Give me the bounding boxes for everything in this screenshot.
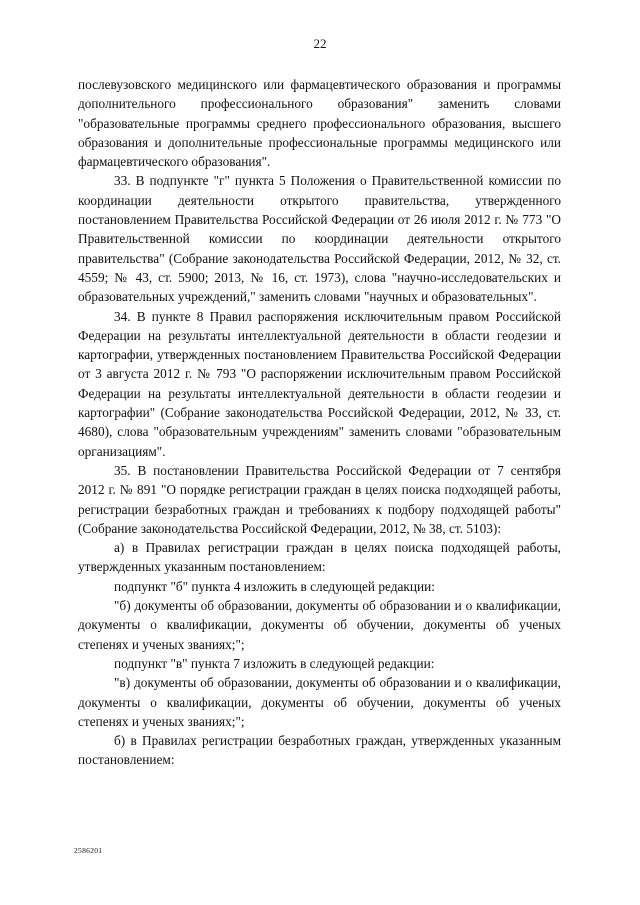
paragraph: 34. В пункте 8 Правил распоряжения исключительным правом Российской Федерации на результаты интеллектуальной деятельности в области геодезии и картографии, утвержденных постановлением Правительства Российской Федерации от 3 августа 2012 г. № 793 "О распоряжении исключительным правом Российской Федерации на результаты интеллектуальной деятельности в области геодезии и картографии" (Собрание законодательства Российской Федерации, 2012, № 33, ст. 4680), слова "образовательным учреждениям" заменить словами "образовательным организациям". <box>78 308 561 459</box>
paragraph: 35. В постановлении Правительства Российской Федерации от 7 сентября 2012 г. № 891 "О порядке регистрации граждан в целях поиска подходящей работы, регистрации безработных граждан и требованиях к подбору подходящей работы" (Собрание законодательства Российской Федерации, 2012, № 38, ст. 5103): <box>78 462 561 536</box>
paragraph: б) в Правилах регистрации безработных граждан, утвержденных указанным постановлением: <box>78 733 561 768</box>
document-body <box>78 75 561 770</box>
paragraph: 33. В подпункте "г" пункта 5 Положения о Правительственной комиссии по координации деятельности открытого правительства, утвержденного постановлением Правительства Российской Федерации от 26 июля 2012 г. № 773 "О Правительственной комиссии по координации деятельности открытого правительства" (Собрание законодательства Российской Федерации, 2012, № 32, ст. 4559; № 43, ст. 5900; 2013, № 16, ст. 1973), слова "научно-исследовательских и образовательных учреждений," заменить словами "научных и образовательных". <box>78 173 561 305</box>
paragraph: послевузовского медицинского или фармацевтического образования и программы дополнительного профессионального образования" заменить словами "образовательные программы среднего профессионального образования, высшего образования и дополнительные профессиональные программы медицинского или фармацевтического образования". <box>78 77 561 170</box>
paragraph: а) в Правилах регистрации граждан в целях поиска подходящей работы, утвержденных указанным постановлением: <box>78 540 561 575</box>
paragraph: "в) документы об образовании, документы об образовании и о квалификации, документы о квалификации, документы об обучении, документы об ученых степенях и ученых званиях;"; <box>78 675 561 729</box>
paragraph: "б) документы об образовании, документы об образовании и о квалификации, документы о квалификации, документы об обучении, документы об ученых степенях и ученых званиях;"; <box>78 598 561 652</box>
document-id: 2586201 <box>74 846 103 855</box>
paragraph: подпункт "б" пункта 4 изложить в следующей редакции: <box>114 578 435 594</box>
page-number: 22 <box>313 36 327 51</box>
paragraph: подпункт "в" пункта 7 изложить в следующей редакции: <box>114 655 435 671</box>
